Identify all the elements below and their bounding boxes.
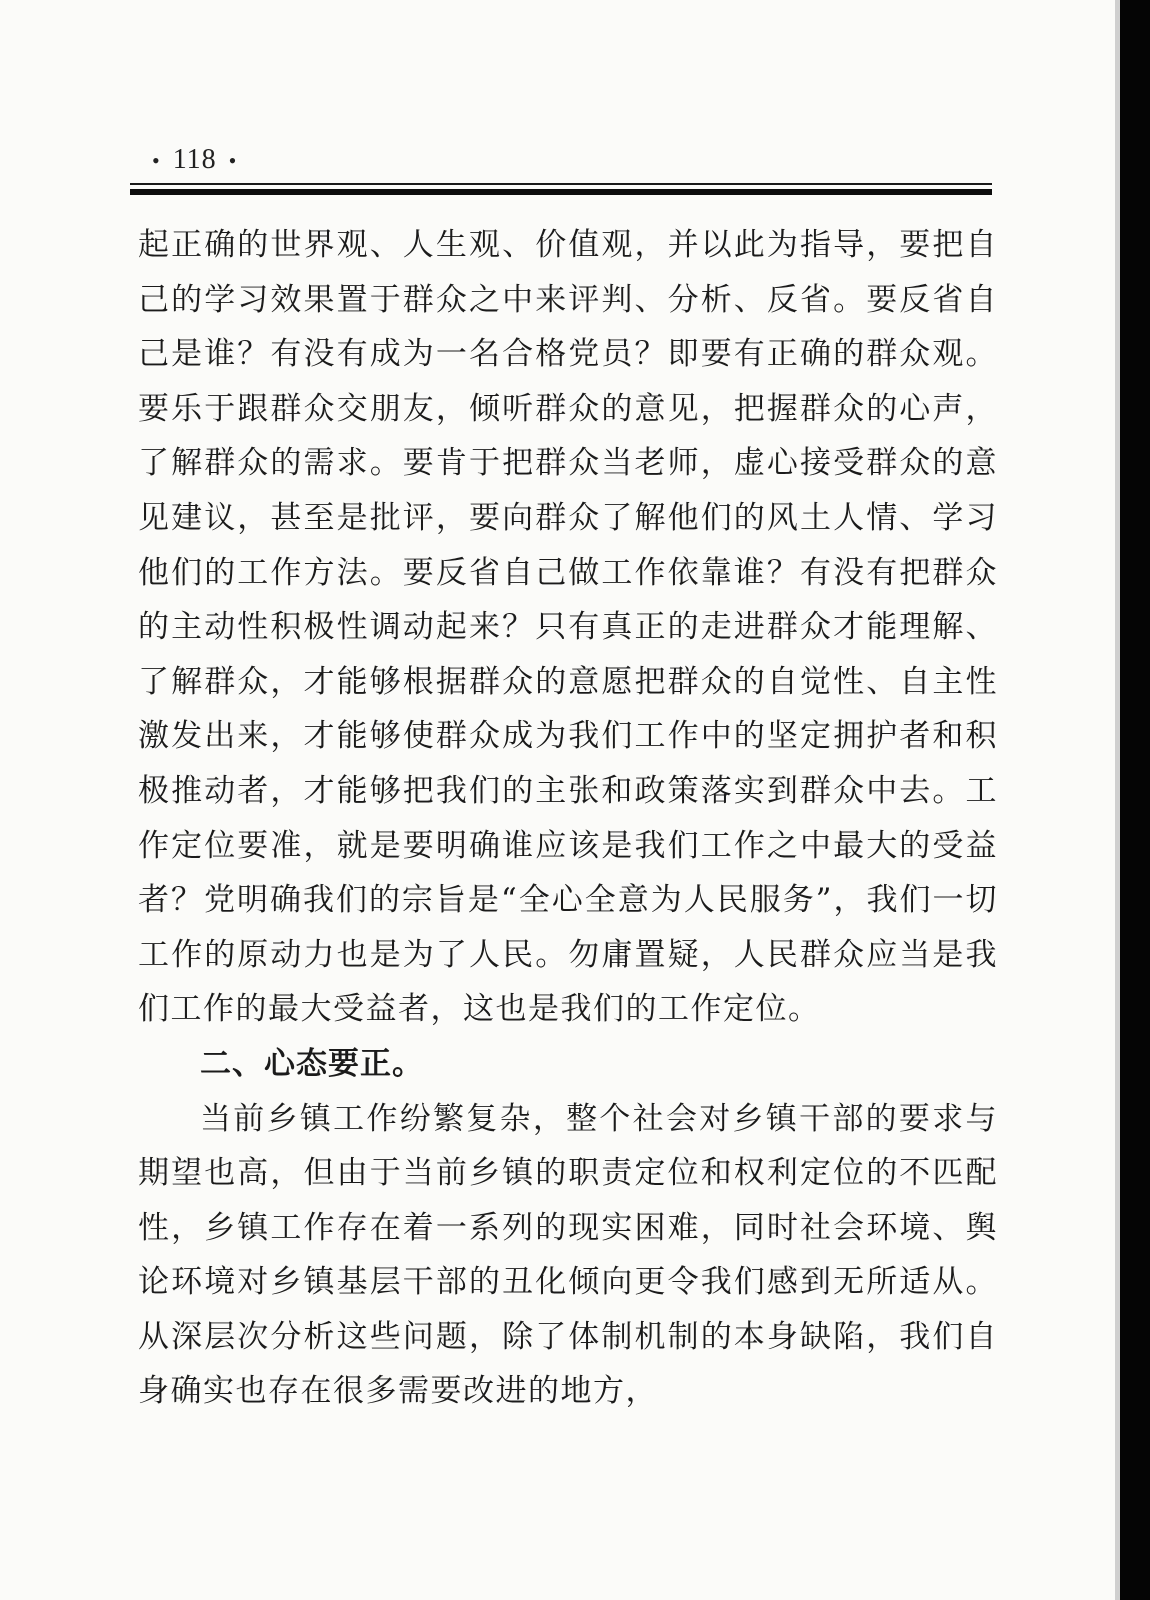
section-heading: 二、心态要正。 <box>200 1045 424 1082</box>
header-rule-thick <box>130 189 992 195</box>
page-number: 118 <box>172 144 217 175</box>
header-dot-right: • <box>228 148 238 173</box>
header-dot-left: • <box>152 148 161 173</box>
paragraph: 当前乡镇工作纷繁复杂，整个社会对乡镇干部的要求与期望也高，但由于当前乡镇的职责定位和权利定位的不匹配性，乡镇工作存在着一系列的现实困难，同时社会环境、舆论环境对乡镇基层干部的丑化倾向更令我们感到无所适从。从深层次分析这些问题，除了体制机制的本身缺陷，我们自身确实也存在很多需要改进的地方， <box>138 1100 998 1410</box>
paragraph-continued: 起正确的世界观、人生观、价值观，并以此为指导，要把自己的学习效果置于群众之中来评判、分析、反省。要反省自己是谁？有没有成为一名合格党员？即要有正确的群众观。要乐于跟群众交朋友，倾听群众的意见，把握群众的心声，了解群众的需求。要肯于把群众当老师，虚心接受群众的意见建议，甚至是批评，要向群众了解他们的风土人情、学习他们的工作方法。要反省自己做工作依靠谁？有没有把群众的主动性积极性调动起来？只有真正的走进群众才能理解、了解群众，才能够根据群众的意愿把群众的自觉性、自主性激发出来，才能够使群众成为我们工作中的坚定拥护者和积极推动者，才能够把我们的主张和政策落实到群众中去。工作定位要准，就是要明确谁应该是我们工作之中最大的受益者？党明确我们的宗旨是“全心全意为人民服务”，我们一切工作的原动力也是为了人民。勿庸置疑，人民群众应当是我们工作的最大受益者，这也是我们的工作定位。 <box>138 227 998 1028</box>
header-rule-thin <box>130 183 992 185</box>
body-text <box>138 218 998 1419</box>
scan-edge-border <box>1120 0 1150 1600</box>
page-header <box>140 144 249 176</box>
